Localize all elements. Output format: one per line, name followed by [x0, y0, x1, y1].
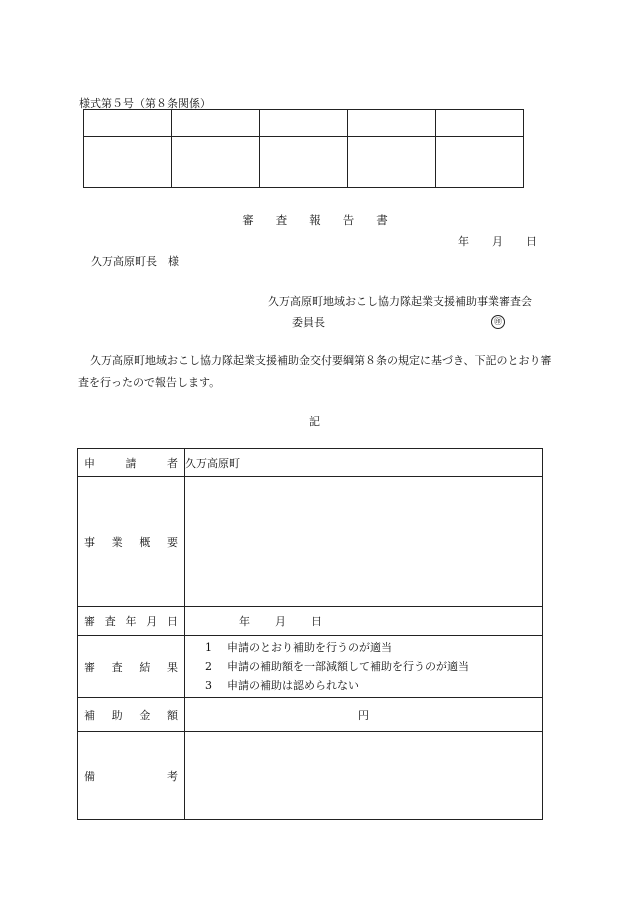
stamp-grid — [83, 109, 524, 188]
stamp-cell — [436, 137, 524, 188]
table-row — [78, 732, 543, 820]
committee-name: 久万高原町地域おこし協力隊起業支援補助事業審査会 — [268, 295, 532, 308]
overview-value — [185, 477, 543, 607]
remarks-value — [185, 732, 543, 820]
result-option: 1 申請のとおり補助を行うのが適当 — [205, 641, 392, 654]
table-row — [78, 607, 543, 636]
amount-value: 円 — [185, 698, 543, 732]
stamp-cell — [436, 110, 524, 137]
addressee: 久万高原町長 様 — [91, 255, 179, 268]
amount-label: 補 助 金 額 — [78, 698, 185, 732]
review-date-value: 年 月 日 — [185, 607, 543, 636]
stamp-cell — [260, 137, 348, 188]
date-year: 年 — [458, 235, 469, 248]
result-option: 3 申請の補助は認められない — [205, 679, 359, 692]
stamp-cell — [84, 137, 172, 188]
stamp-cell — [348, 137, 436, 188]
stamp-cell — [84, 110, 172, 137]
committee-role: 委員長 — [292, 316, 325, 329]
date-month: 月 — [492, 235, 503, 248]
overview-label: 事 業 概 要 — [78, 477, 185, 607]
remarks-label: 備 考 — [78, 732, 185, 820]
form-number: 様式第５号（第８条関係） — [79, 97, 211, 110]
table-row — [78, 698, 543, 732]
ki-heading: 記 — [309, 415, 320, 428]
result-label: 審 査 結 果 — [78, 636, 185, 698]
result-options — [185, 636, 543, 698]
applicant-value: 久万高原町 — [185, 449, 543, 477]
stamp-cell — [172, 137, 260, 188]
body-paragraph: 久万高原町地域おこし協力隊起業支援補助金交付要綱第８条の規定に基づき、下記のとおり審査を行ったので報告します。 — [78, 354, 552, 389]
report-table — [77, 448, 543, 820]
table-row — [78, 449, 543, 477]
report-date — [458, 233, 537, 249]
table-row — [78, 636, 543, 698]
document-title: 審査報告書 — [242, 213, 410, 227]
table-row — [78, 477, 543, 607]
result-option: 2 申請の補助額を一部減額して補助を行うのが適当 — [205, 660, 469, 673]
stamp-cell — [260, 110, 348, 137]
stamp-cell — [348, 110, 436, 137]
date-day: 日 — [526, 235, 537, 248]
stamp-cell — [172, 110, 260, 137]
seal-mark: ㊞ — [491, 314, 505, 329]
applicant-label: 申 請 者 — [78, 449, 185, 477]
review-date-label: 審 査 年 月 日 — [78, 607, 185, 636]
